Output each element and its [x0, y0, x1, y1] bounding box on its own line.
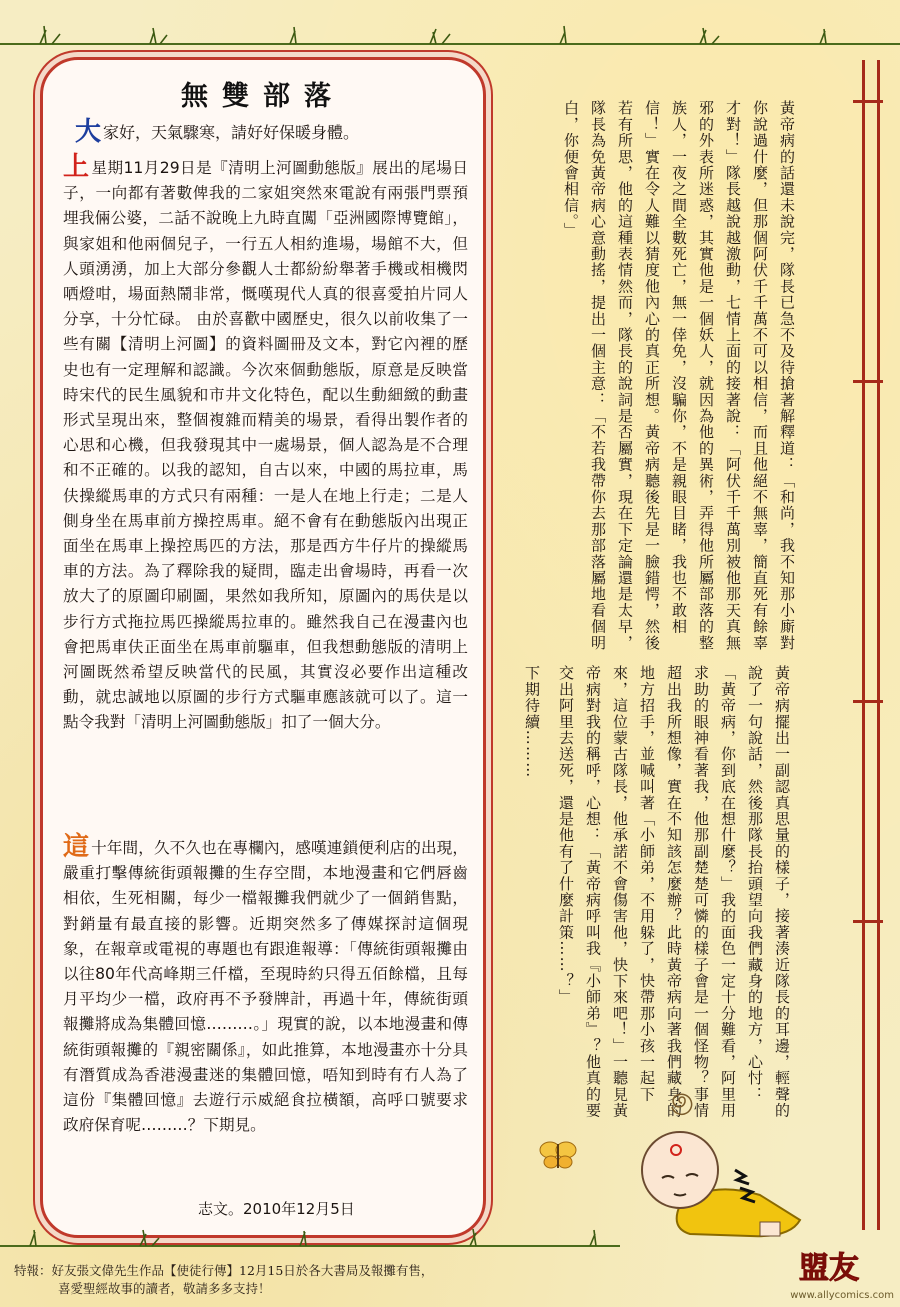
paragraph-1-dropcap: 上	[63, 152, 90, 182]
svg-text:盟友: 盟友	[799, 1251, 859, 1286]
paragraph-2	[63, 832, 468, 1138]
paragraph-2-text: 十年間，久不久也在專欄內，感嘆連鎖便利店的出現，嚴重打擊傳統街頭報攤的生存空間，本地漫畫和它們唇齒相依，生死相關，每少一檔報攤我們就少了一個銷售點，對銷量有最直接的影響。近期突然多了傳媒探討這個現象，在報章或電視的專題也有跟進報導：「傳統街頭報攤由以往80年代高峰期三仟檔，至現時約只得五佰餘檔，且每月平均少一檔，政府再不予發牌計，再過十年，傳統街頭報攤將成為集體回憶………。」現實的說，以本地漫畫和傳統街頭報攤的『親密關係』，如此推算，本地漫畫亦十分具有潛質成為香港漫畫迷的集體回憶，唔知到時有冇人為了這份『集體回憶』去遊行示威絕食拉橫額，高呼口號要求政府保育呢………？下期見。	[63, 839, 468, 1135]
butterfly-icon	[538, 1138, 578, 1172]
grass-border-bottom	[0, 1222, 900, 1256]
website-url: www.allycomics.com	[790, 1290, 894, 1301]
greeting-text: 家好，天氣驟寒，請好好保暖身體。	[103, 123, 360, 142]
red-border-lines	[862, 60, 880, 1230]
special-notice	[14, 1262, 614, 1298]
author-signature: 志文。2010年12月5日	[198, 1200, 355, 1218]
column-article-box	[40, 57, 486, 1238]
paragraph-2-dropcap: 這	[63, 832, 90, 862]
greeting-dropcap: 大	[75, 117, 102, 147]
greeting	[75, 117, 480, 147]
notice-line-1: 特報：好友張文偉先生作品【使徒行傳】12月15日於各大書局及報攤有售，	[14, 1263, 434, 1278]
paragraph-1-text: 星期11月29日是『清明上河圖動態版』展出的尾場日子，一向都有著數俾我的二家姐突然來電說有兩張門票預埋我倆公婆，二話不說晚上九時直闖「亞洲國際博覽館」，與家姐和他兩個兒子，一行五人相約進場，場館不大，但人頭湧湧，加上大部分參觀人士都紛紛舉著手機或相機閃哂燈咁，場面熱鬧非常，慨嘆現代人真的很喜愛拍片同人分享，十分忙碌。 由於喜歡中國歷史，很久以前收集了一些有關【清明上河圖】的資料圖冊及文本，對它內裡的歷史也有一定理解和認識。今次來個動態版，原意是反映當時宋代的民生風貌和市井文化特色，配以生動細緻的動畫形式呈現出來，整個複雜而精美的場景，看得出製作者的心思和心機，但我發現其中一處場景，個人認為是不合理和不正確的。以我的認知，自古以來，中國的馬拉車，馬伕操縱馬車的方式只有兩種：一是人在地上行走；二是人側身坐在馬車前方操控馬車。絕不會有在動態版內出現正面坐在馬車上操控馬匹的方法，那是西方牛仔片的操縱馬車的方法。為了釋除我的疑問，臨走出會場時，再看一次放大了的原圖印刷圖，果然如我所知，原圖內的馬伕是以步行方式拖拉馬匹操縱馬拉車的。雖然我自己在漫畫內也會把馬車伕正面坐在馬車前驅車，但我想動態版的清明上河圖既然希望反映當代的民風，其實沒必要作出這種改動，就忠誠地以原圖的步行方式驅車應該就可以了。這一點令我對「清明上河圖動態版」扣了一個大分。	[63, 159, 468, 732]
monk-mascot-illustration	[640, 1110, 810, 1240]
to-be-continued: 下期待續………	[523, 665, 541, 779]
column-title: 無雙部落	[181, 81, 345, 112]
story-section-upper: 黃帝病的話還未說完，隊長已急不及待搶著解釋道：「和尚，我不知那小廝對你說過什麼，但那個阿伏千千萬不可以相信，而且他絕不無辜，簡直死有餘辜才對！」隊長越說越激動，七情上面的接著說：「阿伏千千萬別被他那天真無邪的外表所迷惑，其實他是一個妖人，就因為他的異術，弄得他所屬部落的整族人，一夜之間全數死亡，無一倖免，沒騙你，不是親眼目睹，我也不敢相信！」實在令人難以猜度他內心的真正所想。黃帝病聽後先是一臉錯愕，然後若有所思，他的這種表情然而，隊長的說詞是否屬實，現在下定論還是太早，隊長為免黃帝病心意動搖，提出一個主意：「不若我帶你去那部落屬地看個明白，你便會相信。」	[562, 100, 796, 651]
notice-line-2: 喜愛聖經故事的讀者，敬請多多支持！	[58, 1281, 271, 1296]
grass-border-top	[0, 18, 900, 52]
story-section-lower: 黃帝病擺出一副認真思量的樣子，接著湊近隊長的耳邊，輕聲的說了一句說話，然後那隊長抬頭望向我們藏身的地方，心忖：「黃帝病，你到底在想什麼？」我的面色一定十分難看，阿里用求助的眼神看著我，他那副楚楚可憐的樣子會是一個怪物？事情超出我所想像，實在不知該怎麼辦？此時黃帝病向著我們藏身的地方招手，並喊叫著「小師弟，不用躲了，快帶那小孩一起下來，這位蒙古隊長，他承諾不會傷害他，快下來吧！」一聽見黃帝病對我的稱呼，心想：「黃帝病呼叫我『小師弟』？他真的要交出阿里去送死，還是他有了什麼計策……？」	[557, 665, 791, 1119]
paragraph-1	[63, 152, 468, 736]
